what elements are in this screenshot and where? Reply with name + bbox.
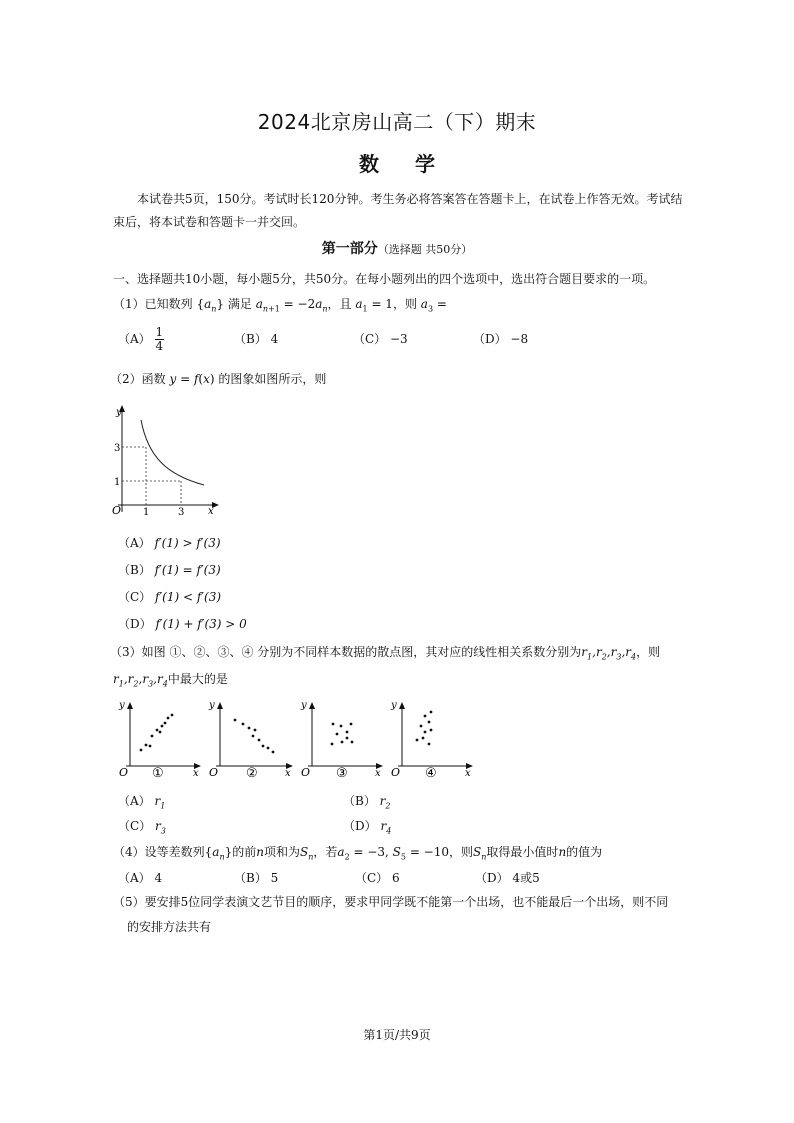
q3-option-c-label: （C） <box>118 819 152 833</box>
q3-coefficients-1: $r_1,r_2,r_3,r_4$ <box>581 645 637 662</box>
graph-tick-y1: 1 <box>114 477 121 488</box>
part-one-heading <box>0 238 794 258</box>
scatter-points <box>331 723 354 746</box>
scatter-plot-4 <box>387 698 477 780</box>
q1-recurrence: $a_{n+1} = -2a_n$ <box>255 297 328 314</box>
q3-coefficients-2: $r_1,r_2,r_3,r_4$ <box>113 672 168 689</box>
section-one-instructions: 一、选择题共10小题，每小题5分，共50分。在每小题列出的四个选项中，选出符合题目要求的一项。 <box>113 272 656 286</box>
fraction-denominator: 4 <box>155 339 164 353</box>
part-one-note: （选择题 共50分） <box>377 243 473 256</box>
part-one-title: 第一部分 <box>321 241 378 257</box>
exam-title: 2024北京房山高二（下）期末 <box>257 110 537 134</box>
question-5-line-1: （5）要安排5位同学表演文艺节目的顺序，要求甲同学既不能第一个出场，也不能最后一个出场，则不同 <box>113 895 669 909</box>
q2-prefix: （2）函数 <box>110 372 166 386</box>
plot-y-label: y <box>119 700 125 711</box>
plot-y-label: y <box>391 700 397 711</box>
q3-option-a-label: （A） <box>118 794 151 808</box>
q1-seq: $\{a_n\}$ <box>196 297 225 314</box>
q2-text: 的图象如图所示，则 <box>218 372 327 386</box>
page-footer: 第1页/共9页 <box>363 1028 431 1042</box>
q1-option-b[interactable]: （B） 4 <box>234 332 279 346</box>
q1-option-a-fraction <box>155 326 165 353</box>
plot-origin-label: O <box>209 766 219 779</box>
q1-initial: $a_1 = 1$ <box>355 297 393 314</box>
graph-tick-x1: 1 <box>143 507 150 517</box>
q1-prefix: （1）已知数列 <box>113 297 193 311</box>
graph-x-label: x <box>208 506 214 517</box>
q2-option-b-expr: f′(1) = f′(3) <box>154 563 221 577</box>
q2-option-d[interactable] <box>118 615 247 632</box>
q4-var-n-2: n <box>558 845 567 859</box>
q3-option-b-value: $r_2$ <box>379 794 391 811</box>
y-axis-arrow-icon <box>127 702 133 709</box>
plot-number-mark: ③ <box>336 766 348 780</box>
q2-option-d-label: （D） <box>118 617 152 631</box>
plot-number-mark: ① <box>152 766 164 780</box>
graph-origin-label: O <box>112 504 122 517</box>
decreasing-curve <box>141 420 204 485</box>
scatter-points <box>416 711 433 746</box>
question-1 <box>113 295 447 313</box>
plot-number-mark: ④ <box>425 766 437 780</box>
plot-y-label: y <box>301 700 307 711</box>
q4-option-a[interactable]: （A） 4 <box>118 871 163 885</box>
question-2 <box>110 370 326 387</box>
q3-option-d[interactable] <box>343 817 391 835</box>
graph-tick-x3: 3 <box>178 507 185 517</box>
q2-option-a-label: （A） <box>118 536 151 550</box>
q4-var-n: n <box>256 845 264 859</box>
q2-option-c-expr: f′(1) < f′(3) <box>155 590 222 604</box>
q4-option-b[interactable]: （B） 5 <box>234 871 279 885</box>
q2-option-c-label: （C） <box>118 590 152 604</box>
q3-text-2: ，则 <box>636 645 661 659</box>
q2-option-a[interactable] <box>118 534 221 551</box>
plot-x-label: x <box>193 768 199 779</box>
graph-y-label: y <box>116 407 122 418</box>
q2-function: y = f(x) <box>169 372 215 386</box>
q3-option-d-label: （D） <box>343 819 377 833</box>
scatter-points <box>234 719 275 754</box>
q3-text-3: 中最大的是 <box>167 672 228 686</box>
q1-option-d[interactable]: （D） −8 <box>473 332 529 346</box>
q4-text-2: 项和为 <box>263 845 300 859</box>
q4-option-c[interactable]: （C） 6 <box>355 871 400 885</box>
q3-text-1: （3）如图 ①、②、③、④ 分别为不同样本数据的散点图，其对应的线性相关系数分别为 <box>110 645 582 659</box>
scatter-points <box>140 714 174 752</box>
question-5-line-2: 的安排方法共有 <box>127 920 212 934</box>
plot-x-label: x <box>285 768 291 779</box>
q2-option-b-label: （B） <box>118 563 151 577</box>
q4-text-5: 取得最小值时 <box>486 845 559 859</box>
scatter-plot-1 <box>115 698 205 780</box>
plot-number-mark: ② <box>246 766 258 780</box>
q4-text-6: 的值为 <box>566 845 603 859</box>
q2-function-graph <box>112 402 222 517</box>
plot-x-label: x <box>465 768 471 779</box>
question-3-line-1 <box>110 643 660 661</box>
q4-conditions: $a_2 = -3$, $S_5 = -10$ <box>337 845 450 862</box>
subject-char-2: 学 <box>415 152 435 176</box>
q4-option-d[interactable]: （D） 4或5 <box>475 871 540 885</box>
q4-var-sn-2: $S_n$ <box>473 845 487 862</box>
q4-text-4: ，则 <box>449 845 474 859</box>
question-4 <box>113 843 602 861</box>
q4-seq: $\{a_n\}$ <box>204 845 233 862</box>
q4-var-sn: $S_n$ <box>300 845 314 862</box>
q1-text-a: 满足 <box>227 297 252 311</box>
q1-text-c: ，则 <box>392 297 417 311</box>
fraction-numerator: 1 <box>155 325 164 339</box>
plot-origin-label: O <box>119 766 129 779</box>
graph-tick-y3: 3 <box>114 443 121 454</box>
q3-option-b[interactable] <box>343 792 391 810</box>
q3-option-c-value: $r_3$ <box>155 819 166 836</box>
q1-option-c[interactable]: （C） −3 <box>353 332 408 346</box>
q3-option-c[interactable] <box>118 817 166 835</box>
q2-option-a-expr: f′(1) > f′(3) <box>154 536 221 550</box>
q2-option-c[interactable] <box>118 588 221 605</box>
plot-origin-label: O <box>301 766 311 779</box>
q2-option-b[interactable] <box>118 561 221 578</box>
exam-instructions: 本试卷共5页，150分。考试时长120分钟。考生务必将答案答在答题卡上，在试卷上作答无效。考试结束后，将本试卷和答题卡一并交回。 <box>113 192 683 229</box>
q2-option-d-expr: f′(1) + f′(3) > 0 <box>155 617 247 631</box>
q3-option-d-value: $r_4$ <box>380 819 392 836</box>
q1-option-a-label: （A） <box>118 332 151 346</box>
q4-text-1: 的前 <box>232 845 257 859</box>
q4-text-3: ，若 <box>313 845 338 859</box>
plot-y-label: y <box>209 700 215 711</box>
y-axis-arrow-icon <box>309 702 315 709</box>
q4-prefix: （4）设等差数列 <box>113 845 205 859</box>
q1-text-b: ，且 <box>327 297 352 311</box>
plot-x-label: x <box>375 768 381 779</box>
subject-char-1: 数 <box>359 152 379 176</box>
y-axis-arrow-icon <box>399 702 405 709</box>
q1-target: $a_3$ = <box>420 297 447 314</box>
q1-option-a[interactable] <box>118 326 164 353</box>
plot-origin-label: O <box>391 766 401 779</box>
q3-option-a-value: $r_1$ <box>154 794 166 811</box>
scatter-plot-3 <box>297 698 387 780</box>
y-axis-arrow-icon <box>217 702 223 709</box>
scatter-plot-2 <box>205 698 297 780</box>
subject-heading <box>0 148 794 177</box>
q3-option-a[interactable] <box>118 792 165 810</box>
question-3-line-2 <box>113 670 228 688</box>
q3-option-b-label: （B） <box>343 794 376 808</box>
